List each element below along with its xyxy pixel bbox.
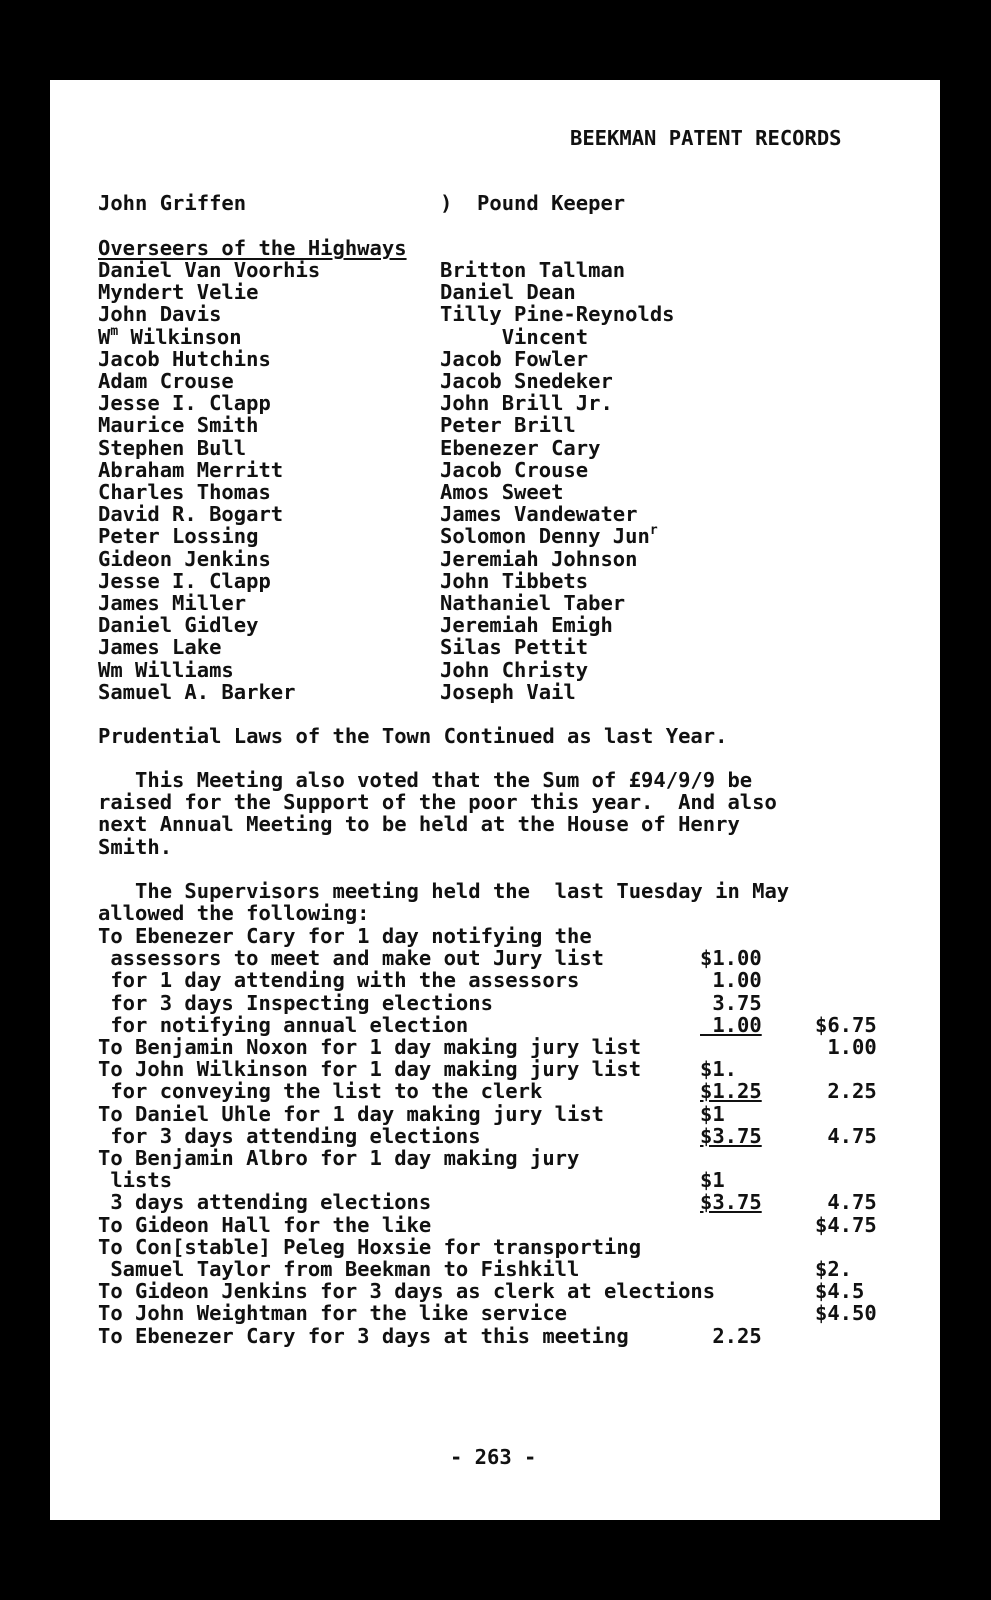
account-entry: for 1 day attending with the assessors: [98, 968, 580, 993]
superscript-m: m: [110, 323, 119, 339]
overseer-right-name: Tilly Pine-Reynolds: [440, 302, 675, 327]
meeting-paragraph-line: This Meeting also voted that the Sum of £94/9/9 be: [98, 768, 753, 792]
account-item-amount: $1: [700, 1168, 725, 1193]
overseer-right-name: Jacob Fowler: [440, 346, 589, 371]
meeting-paragraph-line: Smith.: [98, 834, 173, 859]
overseer-left-name: John Davis: [98, 302, 222, 327]
account-entry: lists: [98, 1168, 173, 1193]
overseer-right-name: John Christy: [440, 657, 589, 682]
overseer-left-name: Maurice Smith: [98, 413, 259, 438]
account-entry: To Ebenezer Cary for 1 day notifying the: [98, 924, 592, 948]
overseer-right-name: Jacob Snedeker: [440, 369, 613, 393]
meeting-paragraph-line: next Annual Meeting to be held at the House of Henry: [98, 812, 740, 837]
account-total-amount: $4.75: [815, 1212, 877, 1237]
overseer-left-name: Samuel A. Barker: [98, 679, 296, 704]
account-total-amount: $2.: [815, 1257, 853, 1281]
account-item-amount: $1.: [700, 1057, 738, 1082]
overseer-right-name: Solomon Denny Jun$^r$: [440, 523, 658, 549]
account-item-amount: 3.75: [700, 990, 762, 1015]
account-item-amount: $3.75: [700, 1123, 762, 1148]
account-entry: Samuel Taylor from Beekman to Fishkill: [98, 1257, 580, 1281]
overseer-right-name: Jeremiah Emigh: [440, 613, 613, 638]
overseer-left-name: Charles Thomas: [98, 480, 271, 504]
account-entry: To Gideon Jenkins for 3 days as clerk at elections: [98, 1279, 716, 1304]
account-entry: To Benjamin Albro for 1 day making jury: [98, 1146, 580, 1170]
account-item-amount: $1.00: [700, 946, 762, 971]
account-total-amount: 4.75: [815, 1123, 877, 1148]
overseer-right-name: Peter Brill: [440, 413, 576, 438]
account-item-amount: $1: [700, 1101, 725, 1126]
overseer-left-name: Gideon Jenkins: [98, 546, 271, 571]
overseer-left-name: Daniel Van Voorhis: [98, 258, 321, 282]
overseer-right-name: John Tibbets: [440, 568, 589, 593]
overseer-right-name: Jeremiah Johnson: [440, 546, 638, 571]
pound-keeper-name: John Griffen: [98, 191, 247, 215]
overseer-right-name: Daniel Dean: [440, 280, 576, 305]
overseer-right-name: Nathaniel Taber: [440, 591, 626, 615]
overseer-left-name: Abraham Merritt: [98, 457, 284, 482]
account-entry: for 3 days Inspecting elections: [98, 990, 493, 1015]
overseer-right-name: Ebenezer Cary: [440, 435, 601, 460]
account-total-amount: $6.75: [815, 1012, 877, 1037]
overseer-right-name: Silas Pettit: [440, 635, 589, 660]
overseer-left-name: Myndert Velie: [98, 280, 259, 305]
account-entry: for notifying annual election: [98, 1012, 469, 1037]
superscript-r: r: [649, 523, 658, 539]
account-entry: To Ebenezer Cary for 3 days at this meeting: [98, 1323, 629, 1348]
account-item-amount: 1.00: [700, 1012, 762, 1037]
page-number: - 263 -: [450, 1445, 537, 1469]
account-total-amount: $4.5: [815, 1279, 865, 1304]
overseer-left-name: David R. Bogart: [98, 502, 284, 527]
account-entry: 3 days attending elections: [98, 1190, 432, 1215]
pound-keeper-office: ) Pound Keeper: [440, 191, 626, 215]
overseer-right-name: James Vandewater: [440, 502, 638, 527]
document-page: [50, 80, 940, 1520]
overseer-left-name: Wm Williams: [98, 657, 234, 682]
account-entry: for conveying the list to the clerk: [98, 1079, 543, 1104]
account-entry: assessors to meet and make out Jury list: [98, 946, 605, 971]
account-entry: To Benjamin Noxon for 1 day making jury list: [98, 1035, 642, 1059]
supervisors-intro-line: The Supervisors meeting held the last Tuesday in May: [98, 879, 790, 903]
account-entry: To Daniel Uhle for 1 day making jury list: [98, 1101, 605, 1126]
account-entry: for 3 days attending elections: [98, 1123, 481, 1148]
account-entry: To Con[stable] Peleg Hoxsie for transporting: [98, 1234, 642, 1259]
supervisors-intro-line: allowed the following:: [98, 901, 370, 926]
account-item-amount: $1.25: [700, 1079, 762, 1104]
overseer-right-name: Joseph Vail: [440, 679, 576, 704]
overseer-right-name: Vincent: [440, 324, 589, 349]
account-total-amount: $4.50: [815, 1301, 877, 1326]
running-header: BEEKMAN PATENT RECORDS: [570, 126, 842, 150]
account-total-amount: 1.00: [815, 1035, 877, 1059]
overseer-left-name: Jesse I. Clapp: [98, 568, 271, 593]
account-item-amount: 1.00: [700, 968, 762, 993]
overseer-left-name: Adam Crouse: [98, 369, 234, 393]
account-entry: To Gideon Hall for the like: [98, 1212, 432, 1237]
overseer-left-name: James Lake: [98, 635, 222, 660]
overseer-left-name: Stephen Bull: [98, 435, 247, 460]
account-item-amount: $3.75: [700, 1190, 762, 1215]
meeting-paragraph-line: raised for the Support of the poor this year. And also: [98, 790, 777, 815]
overseer-right-name: Britton Tallman: [440, 258, 626, 282]
prudential-laws-line: Prudential Laws of the Town Continued as last Year.: [98, 724, 728, 748]
overseers-heading: Overseers of the Highways: [98, 236, 407, 260]
overseer-right-name: John Brill Jr.: [440, 391, 613, 416]
overseer-left-name: Daniel Gidley: [98, 613, 259, 638]
overseer-right-name: Amos Sweet: [440, 480, 564, 504]
account-total-amount: 2.25: [815, 1079, 877, 1104]
overseer-left-name: Jacob Hutchins: [98, 346, 271, 371]
account-total-amount: 4.75: [815, 1190, 877, 1215]
overseer-left-name: Jesse I. Clapp: [98, 391, 271, 416]
account-entry: To John Weightman for the like service: [98, 1301, 567, 1326]
overseer-right-name: Jacob Crouse: [440, 457, 589, 482]
account-item-amount: 2.25: [700, 1323, 762, 1348]
account-entry: To John Wilkinson for 1 day making jury list: [98, 1057, 642, 1082]
overseer-left-name: Peter Lossing: [98, 524, 259, 549]
overseer-left-name: $W^m$ Wilkinson: [98, 323, 242, 349]
overseer-left-name: James Miller: [98, 591, 247, 615]
